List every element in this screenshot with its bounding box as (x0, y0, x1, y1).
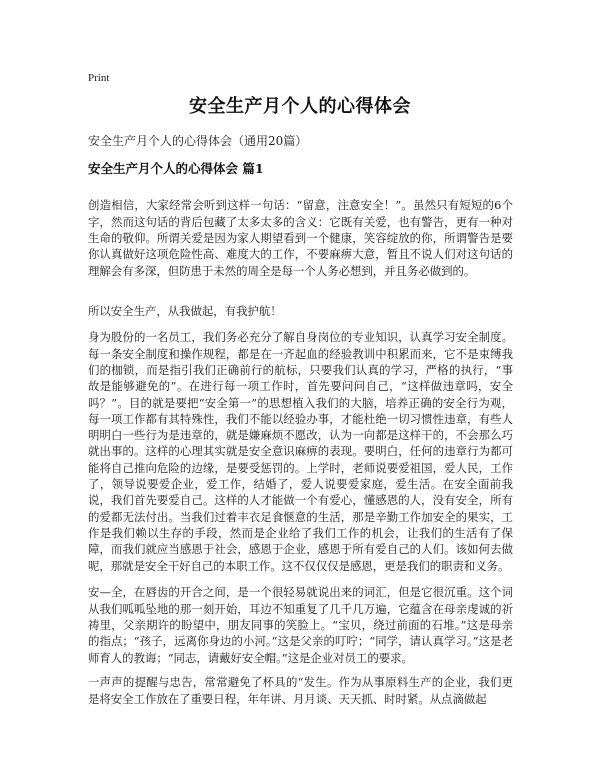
print-link[interactable]: Print (88, 72, 110, 84)
body-paragraph: 安—全，在唇齿的开合之间，是一个很轻易就说出来的词汇，但是它很沉重。这个词从我们呱呱坠地的那一刻开始，耳边不知重复了几千几万遍，它蕴含在母亲虔诚的祈祷里，父亲期许的盼望中，朋友同事的笑脸上。“宝贝，绕过前面的石堆。”这是母亲的指点；“孩子，远离你身边的小河。”这是父亲的叮咛；“同学，请认真学习。”这是老师育人的教诲；“同志，请戴好安全帽。”这是企业对员工的要求。 (88, 585, 513, 665)
body-paragraph: 身为股份的一名员工，我们务必充分了解自身岗位的专业知识，认真学习安全制度。每一条安全制度和操作规程，都是在一齐起血的经验教训中积累而来，它不是束缚我们的枷锁，而是指引我们正确前行的航标，只要我们认真的学习，严格的执行，“事故是能够避免的”。在进行每一项工作时，首先要问问自己，“这样做违章吗，安全吗？”。目的就是要把“安全第一”的思想植入我们的大脑，培养正确的安全行为观，每一项工作都有其特殊性，我们不能以经验办事，才能杜绝一切习惯性违章，有些人明明白一些行为是违章的，就是嫌麻烦不愿改，认为一向都是这样干的，不会那么巧就出事的。这样的心理其实就是安全意识麻痹的表现。要明白，任何的违章行为都可能将自己推向危险的边缘，是要受惩罚的。上学时，老师说要爱祖国，爱人民，工作了，领导说要爱企业，爱工作，结婚了，爱人说要爱家庭，爱生活。在安全面前我说，我们首先要爱自己。这样的人才能做一个有爱心，懂感恩的人，没有安全，所有的爱都无法付出。当我们过着丰衣足食惬意的生活，那是辛勤工作加安全的果实，工作是我们赖以生存的手段，然而是企业给了我们工作的机会，让我们的生活有了保障，而我们就应当感恩于社会，感恩于企业，感恩于所有爱自己的人们。该如何去做呢，那就是安全干好自己的本职工作。这不仅仅仅是感恩，更是我们的职责和义务。 (88, 330, 513, 573)
body-paragraph: 一声声的提醒与忠告，常常避免了杯具的“发生。作为从事原料生产的企业，我们更是将安全工作放在了重要日程，年年讲、月月谈、天天抓、时时紧。从点滴做起 (88, 675, 513, 706)
document-subtitle: 安全生产月个人的心得体会（通用20篇） (88, 134, 308, 148)
page-title: 安全生产月个人的心得体会 (189, 96, 411, 117)
section-heading: 安全生产月个人的心得体会 篇1 (88, 161, 264, 176)
body-paragraph: 所以安全生产，从我做起，有我护航！ (88, 304, 282, 319)
body-paragraph: 创造相信，大家经常会听到这样一句话：“留意，注意安全！”。虽然只有短短的6个字，然而这句话的背后包藏了太多太多的含义：它既有关爱，也有警告，更有一种对生命的敬仰。所谓关爱是因为家人期望看到一个健康，笑容绽放的你，所谓警告是要你认真做好这项危险性高、难度大的工作，不要麻痹大意，暂且不说人们对这句话的理解会有多深，但防患于未然的周全是每一个人务必想到，并且务必做到的。 (88, 198, 513, 278)
